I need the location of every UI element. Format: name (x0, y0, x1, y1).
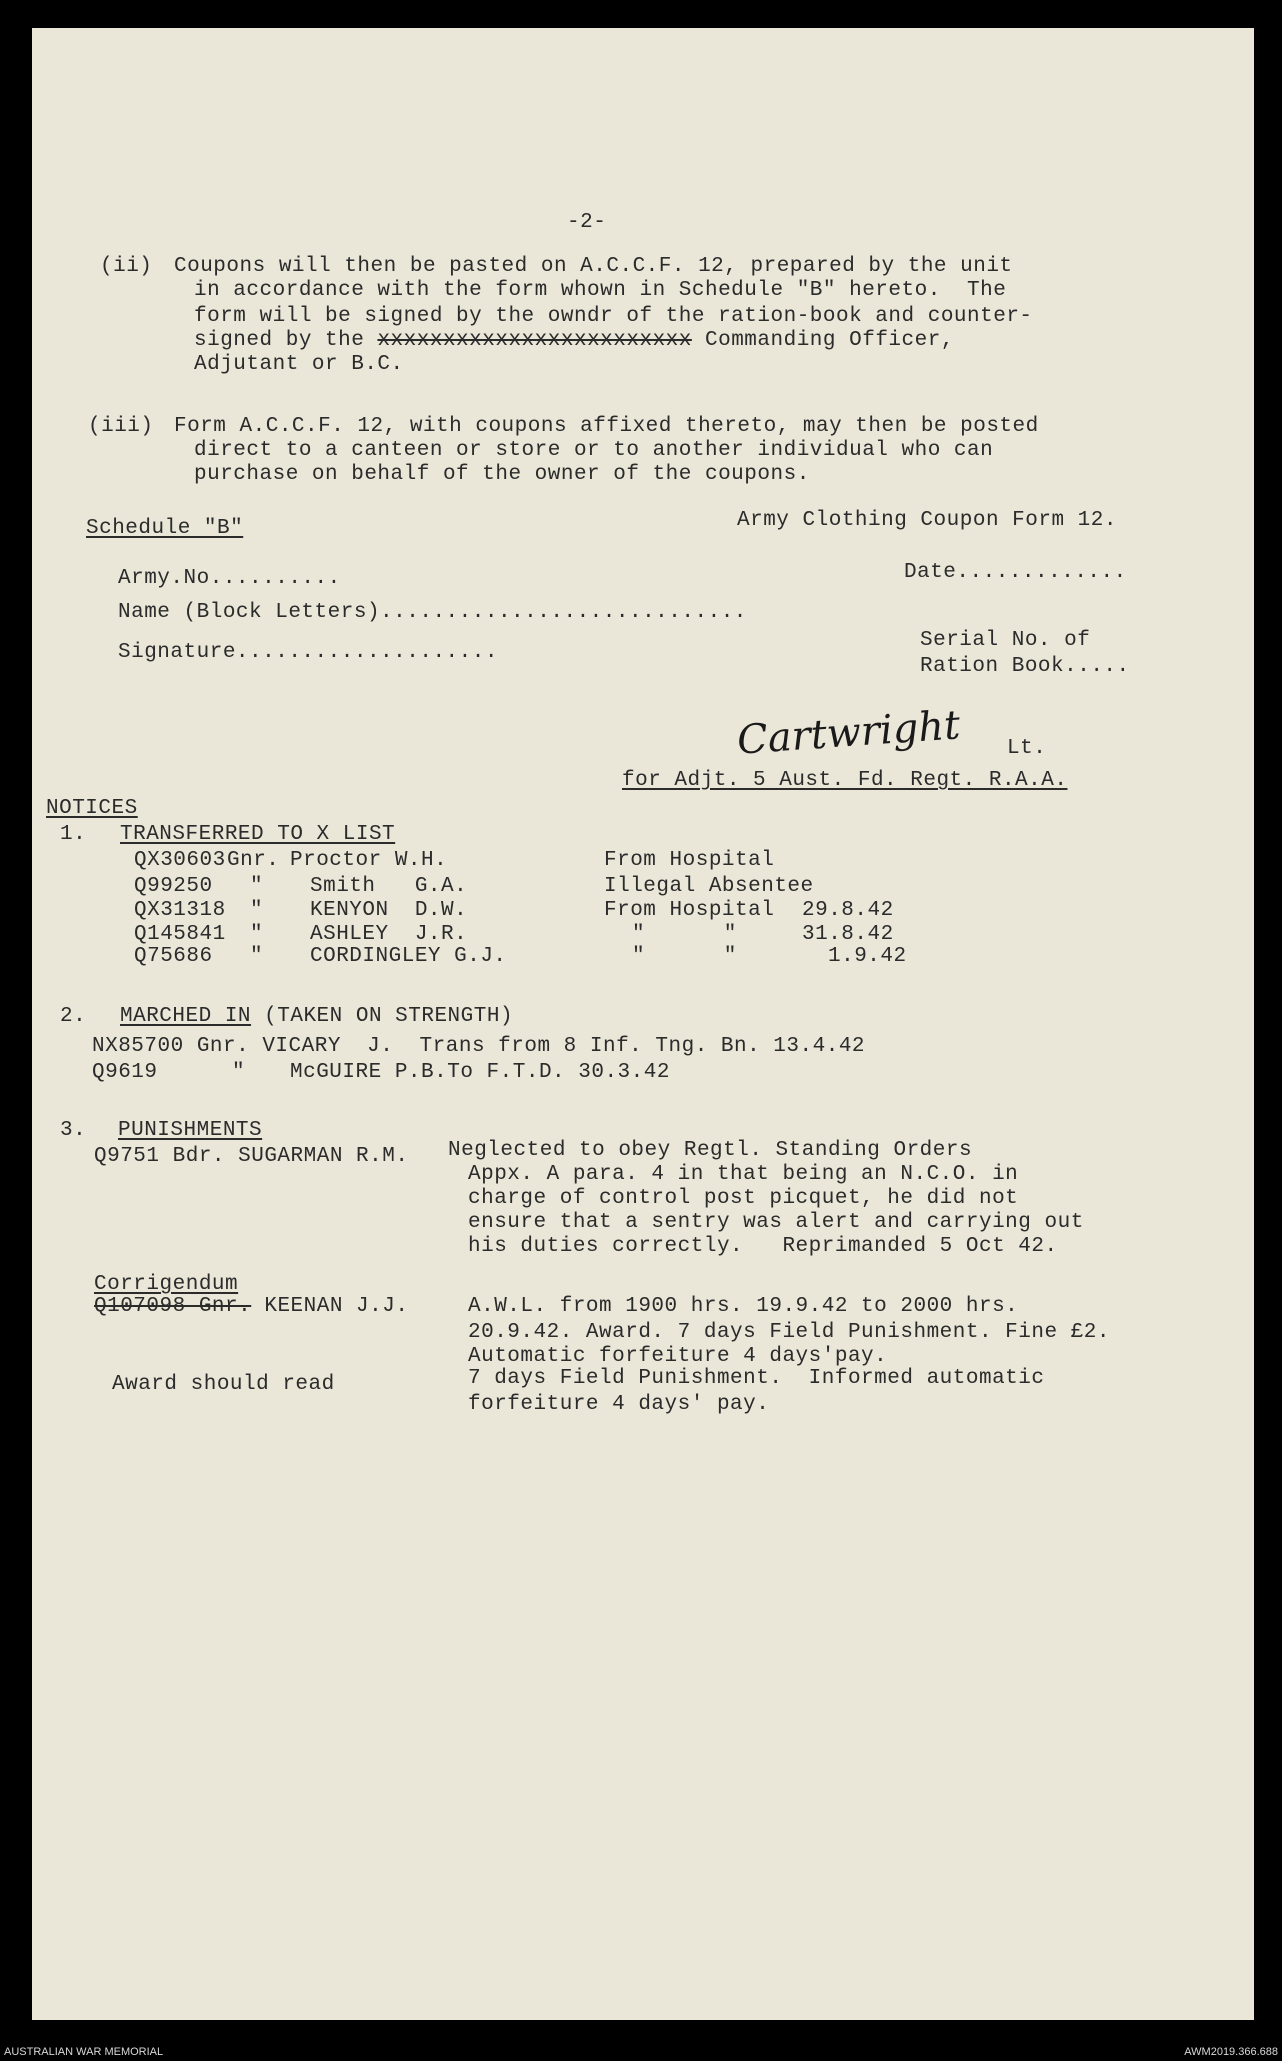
punishment-line: 20.9.42. Award. 7 days Field Punishment. Fine £2. (468, 1321, 1111, 1344)
soldier-name: KENYON D.W. (310, 899, 468, 922)
punishment-line: Neglected to obey Regtl. Standing Orders (448, 1139, 973, 1162)
para-ii-marker: (ii) (100, 255, 153, 278)
punishment-line: A.W.L. from 1900 hrs. 19.9.42 to 2000 hrs. (468, 1295, 1019, 1318)
army-number: Q99250 (134, 875, 213, 898)
award-label: Award should read (112, 1373, 335, 1396)
marched-in-row: McGUIRE P.B.To F.T.D. 30.3.42 (290, 1061, 670, 1084)
para-iii-marker: (iii) (88, 415, 154, 438)
corrigendum-label: Corrigendum (94, 1273, 239, 1296)
para-ii-line4-post: Commanding Officer, (691, 329, 954, 352)
name-field: Name (Block Letters)............................ (118, 601, 747, 624)
army-number: QX31318 (134, 899, 226, 922)
remark-date: 31.8.42 (802, 923, 894, 946)
rank: " (250, 875, 264, 898)
para-ii-line4-pre: signed by the (194, 329, 378, 352)
para-ii-line (194, 330, 954, 351)
soldier-name: CORDINGLEY G.J. (310, 945, 507, 968)
punishment-entry-head (94, 1296, 408, 1317)
footer-source: AUSTRALIAN WAR MEMORIAL (4, 2046, 164, 2058)
struck-text: xxxxxxxxxxxxxxxxxxxxxxxx (377, 329, 692, 352)
signoff-line: for Adjt. 5 Aust. Fd. Regt. R.A.A. (622, 769, 1068, 792)
soldier-name: KEENAN J.J. (251, 1295, 409, 1318)
punishment-line: ensure that a sentry was alert and carrying out (468, 1211, 1084, 1234)
notices-heading: NOTICES (46, 797, 138, 820)
remark: " " (632, 923, 737, 946)
para-ii-line: Adjutant or B.C. (194, 353, 404, 376)
remark: From Hospital (604, 849, 775, 872)
section-heading (120, 1006, 513, 1027)
rank: " (250, 923, 264, 946)
army-number: Q145841 (134, 923, 226, 946)
section-number: 2. (60, 1005, 87, 1028)
soldier-name: ASHLEY J.R. (310, 923, 468, 946)
rank: " (250, 899, 264, 922)
army-no-field: Army.No.......... (118, 567, 341, 590)
serial-no-field: Serial No. of (920, 629, 1091, 652)
army-number: QX30603 (134, 849, 226, 872)
punishment-line: charge of control post picquet, he did not (468, 1187, 1019, 1210)
soldier-name: Smith G.A. (310, 875, 468, 898)
award-line: forfeiture 4 days' pay. (468, 1393, 770, 1416)
rank: " (250, 945, 264, 968)
award-line: 7 days Field Punishment. Informed automatic (468, 1367, 1045, 1390)
rank: " (232, 1061, 246, 1084)
signature-field: Signature.................... (118, 641, 498, 664)
marched-in-row: NX85700 Gnr. VICARY J. Trans from 8 Inf. Tng. Bn. 13.4.42 (92, 1035, 866, 1058)
date-field: Date............. (904, 561, 1127, 584)
army-number: Q75686 (134, 945, 213, 968)
schedule-label: Schedule "B" (86, 517, 244, 540)
para-ii-line: Coupons will then be pasted on A.C.C.F. 12, prepared by the unit (174, 255, 1013, 278)
struck-text: Q107098 Gnr. (94, 1295, 252, 1318)
section-subtitle: (TAKEN ON STRENGTH) (251, 1005, 514, 1028)
section-title: TRANSFERRED TO X LIST (120, 823, 396, 846)
soldier-name: Proctor W.H. (290, 849, 448, 872)
footer-reference: AWM2019.366.688 (1184, 2046, 1278, 2058)
para-ii-line: in accordance with the form whown in Schedule "B" hereto. The (194, 279, 1007, 302)
remark: " " (632, 945, 737, 968)
remark: From Hospital (604, 899, 775, 922)
officer-rank: Lt. (1007, 737, 1047, 760)
section-title: MARCHED IN (120, 1005, 252, 1028)
para-iii-line: direct to a canteen or store or to another individual who can (194, 439, 994, 462)
section-number: 3. (60, 1119, 87, 1142)
para-iii-line: purchase on behalf of the owner of the coupons. (194, 463, 810, 486)
punishment-line: his duties correctly. Reprimanded 5 Oct 42. (468, 1235, 1058, 1258)
form-title: Army Clothing Coupon Form 12. (737, 509, 1117, 532)
section-number: 1. (60, 823, 87, 846)
remark: Illegal Absentee (604, 875, 814, 898)
ration-book-field: Ration Book..... (920, 655, 1130, 678)
document-page (32, 28, 1254, 2020)
punishment-line: Automatic forfeiture 4 days'pay. (468, 1345, 888, 1368)
handwritten-signature: Cartwright (735, 702, 962, 764)
para-ii-line: form will be signed by the owndr of the ration-book and counter- (194, 305, 1033, 328)
army-number: Q9619 (92, 1061, 158, 1084)
para-iii-line: Form A.C.C.F. 12, with coupons affixed thereto, may then be posted (174, 415, 1039, 438)
remark-date: 29.8.42 (802, 899, 894, 922)
remark-date: 1.9.42 (828, 945, 907, 968)
page-number: -2- (567, 211, 607, 234)
punishment-entry-head: Q9751 Bdr. SUGARMAN R.M. (94, 1145, 409, 1168)
rank: Gnr. (227, 849, 280, 872)
punishment-line: Appx. A para. 4 in that being an N.C.O. in (468, 1163, 1019, 1186)
section-title: PUNISHMENTS (118, 1119, 263, 1142)
